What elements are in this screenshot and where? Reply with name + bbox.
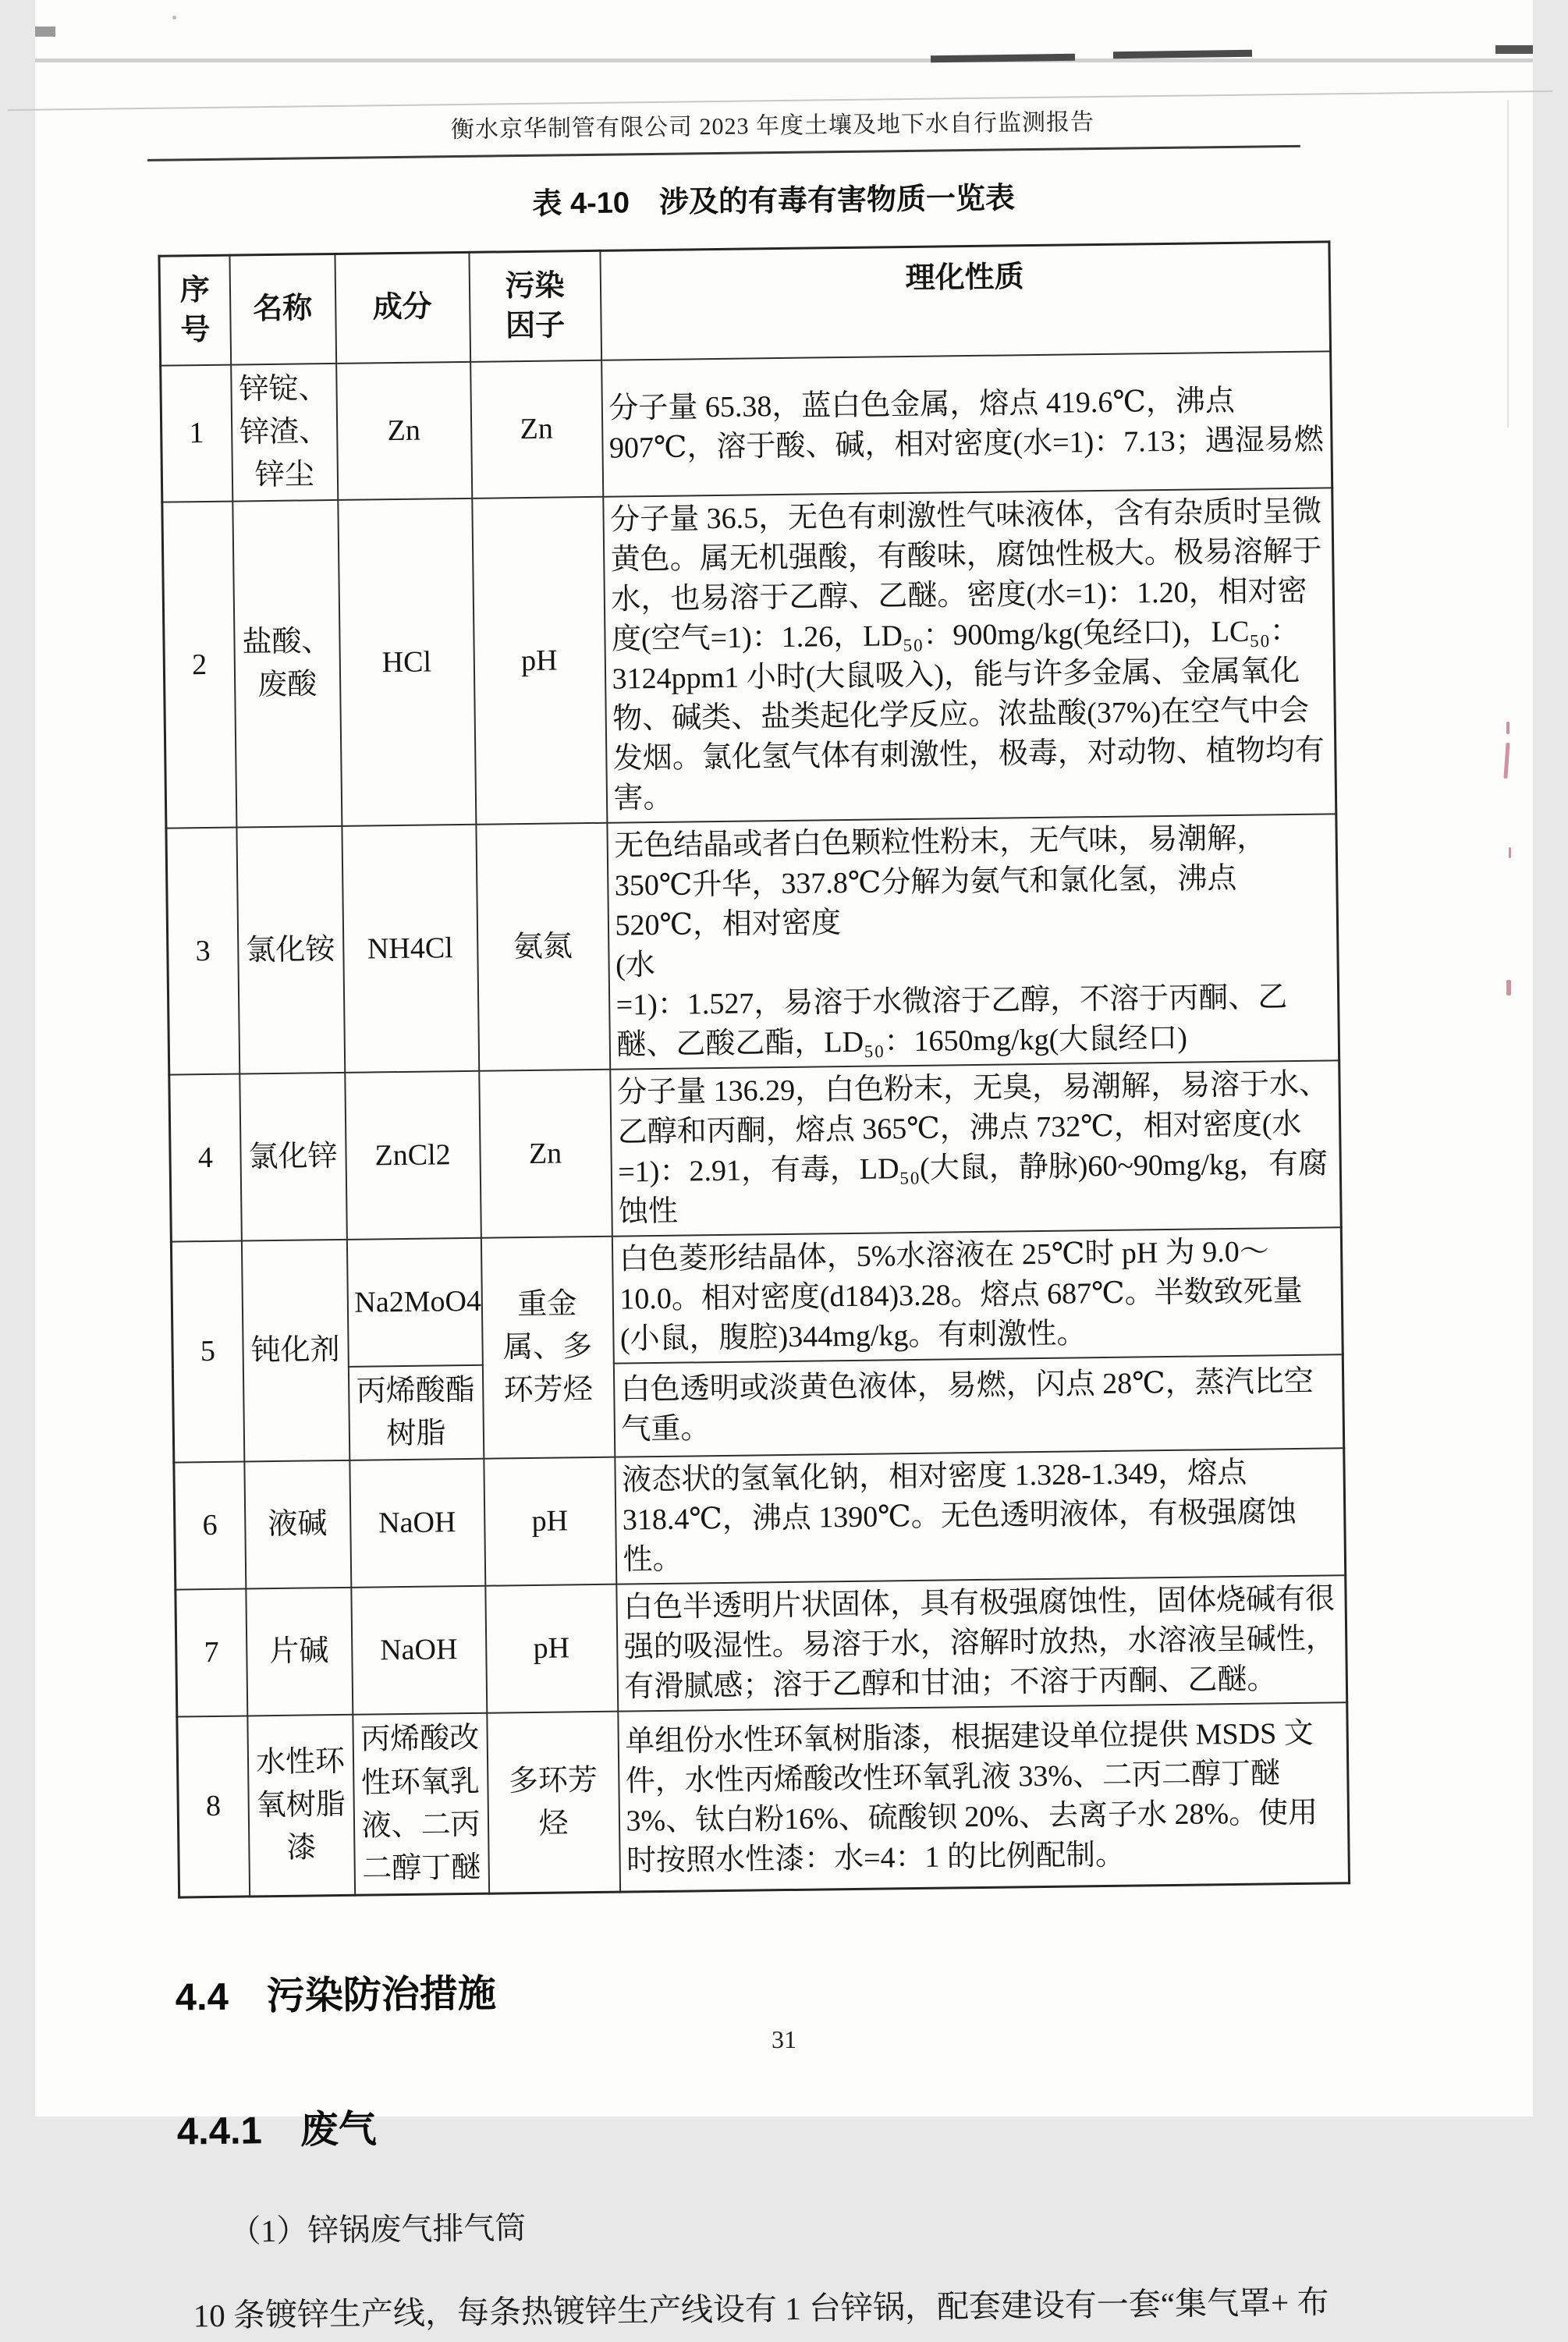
cell-props: 白色透明或淡黄色液体，易燃，闪点 28℃，蒸汽比空气重。: [613, 1355, 1343, 1458]
cell-props: 无色结晶或者白色颗粒性粉末，无气味，易潮解，350℃升华，337.8℃分解为氨气和氯化氢，沸点 520℃，相对密度 (水 =1)：1.527，易溶于水微溶于乙醇，不溶于丙酮、乙醚、乙酸乙酯，LD₅₀：1650mg/kg(大鼠经口): [607, 814, 1339, 1070]
cell-comp: 丙烯酸改性环氧乳液、二丙二醇丁醚: [353, 1713, 489, 1895]
cell-name: 氯化锌: [239, 1073, 347, 1241]
cell-props: 分子量 136.29，白色粉末，无臭，易潮解，易溶于水、乙醇和丙酮，熔点 365℃，沸点 732℃，相对密度(水=1)：2.91，有毒，LD₅₀(大鼠，静脉)60~90mg/kg，有腐蚀性: [610, 1061, 1342, 1237]
table-row: [177, 1703, 1350, 1897]
cell-props: 液态状的氢氧化钠，相对密度 1.328-1.349，熔点 318.4℃，沸点 1390℃。无色透明液体，有极强腐蚀性。: [615, 1449, 1346, 1584]
section-heading-4-4: 4.4 污染防治措施: [175, 1972, 497, 2019]
cell-factor: 多环芳烃: [487, 1712, 620, 1893]
cell-name: 锌锭、锌渣、锌尘: [231, 364, 338, 502]
cell-comp: NaOH: [351, 1586, 487, 1715]
table-header-row: [159, 242, 1331, 366]
cell-props: 白色半透明片状固体，具有极强腐蚀性，固体烧碱有很强的吸湿性。易溶于水，溶解时放热，水溶液呈碱性，有滑腻感；溶于乙醇和甘油；不溶于丙酮、乙醚。: [616, 1576, 1347, 1712]
cell-seq: 7: [176, 1589, 247, 1717]
cell-factor: pH: [484, 1457, 616, 1586]
toxic-substances-table: [158, 240, 1350, 1898]
table-row: [169, 1061, 1342, 1242]
cell-name: 钝化剂: [241, 1240, 349, 1462]
cell-comp: ZnCl2: [345, 1071, 481, 1240]
report-header-title: 衡水京华制管有限公司 2023 年度土壤及地下水自行监测报告: [450, 109, 1095, 144]
cell-seq: 2: [162, 502, 236, 829]
table-row: [176, 1576, 1347, 1717]
cell-comp: Na2MoO4: [346, 1238, 482, 1367]
body-sections: [175, 1953, 1373, 2340]
cell-comp: Zn: [336, 362, 472, 500]
col-header-props: 理化性质: [600, 242, 1331, 360]
cell-props: 白色菱形结晶体，5%水溶液在 25℃时 pH 为 9.0～10.0。相对密度(d184)3.28。熔点 687℃。半数致死量(小鼠，腹腔)344mg/kg。有刺激性。: [612, 1228, 1343, 1364]
col-header-seq: 序号: [159, 255, 231, 366]
cell-props: 分子量 65.38，蓝白色金属，熔点 419.6℃，沸点 907℃，溶于酸、碱，相对密度(水=1)：7.13；遇湿易燃: [601, 351, 1332, 497]
cell-seq: 3: [166, 828, 239, 1075]
cell-name: 氯化铵: [236, 826, 345, 1074]
table-row: [171, 1228, 1343, 1369]
cell-props: 分子量 36.5，无色有刺激性气味液体，含有杂质时呈微黄色。属无机强酸，有酸味，腐蚀性极大。极易溶解于水，也易溶于乙醇、乙醚。密度(水=1)：1.20，相对密度(空气=1)：1.26，LD₅₀：900mg/kg(兔经口)，LC₅₀：3124ppm1 小时(大鼠吸入)，能与许多金属、金属氧化物、碱类、盐类起化学反应。浓盐酸(37%)在空气中会发烟。氯化氢气体有刺激性，极毒，对动物、植物均有害。: [603, 488, 1336, 823]
section-heading-4-4-1: 4.4.1 废气: [176, 2108, 378, 2153]
cell-comp: NaOH: [349, 1459, 485, 1588]
cell-seq: 5: [171, 1241, 243, 1463]
col-header-factor: 污染 因子: [469, 250, 601, 362]
table-row: [166, 814, 1339, 1075]
cell-factor: 氨氮: [476, 823, 610, 1071]
cell-seq: 1: [161, 365, 232, 502]
cell-seq: 8: [177, 1716, 250, 1897]
cell-comp: NH4Cl: [342, 825, 479, 1073]
body-paragraph: 10 条镀锌生产线，每条热镀锌生产线设有 1 台锌锅，配套建设有一套“集气罩+ 布: [193, 2283, 1329, 2334]
cell-comp: 丙烯酸酯 树脂: [348, 1365, 483, 1460]
cell-name: 水性环氧树脂漆: [247, 1715, 355, 1897]
cell-factor: pH: [485, 1584, 618, 1713]
cell-factor: Zn: [479, 1070, 612, 1238]
cell-seq: 6: [174, 1462, 246, 1590]
table-row: [161, 351, 1332, 502]
table-caption: 表 4-10 涉及的有毒有害物质一览表: [532, 182, 1016, 221]
scanned-content: [23, 0, 1546, 2334]
cell-name: 片碱: [246, 1588, 353, 1716]
cell-factor: pH: [472, 497, 607, 825]
table-row: [162, 488, 1336, 829]
table-row: [174, 1449, 1346, 1590]
col-header-name: 名称: [229, 254, 336, 364]
cell-factor: Zn: [470, 360, 603, 499]
cell-name: 盐酸、废酸: [232, 500, 342, 828]
cell-comp: HCl: [338, 499, 476, 826]
document-page: [35, 0, 1533, 2334]
cell-seq: 4: [169, 1074, 242, 1242]
page-number: 31: [772, 2025, 796, 2053]
cell-name: 液碱: [244, 1460, 351, 1589]
col-header-comp: 成分: [335, 252, 470, 364]
cell-props: 单组份水性环氧树脂漆，根据建设单位提供 MSDS 文件，水性丙烯酸改性环氧乳液 33%、二丙二醇丁醚 3%、钛白粉16%、硫酸钡 20%、去离子水 28%。使用时按照水性漆：水=4：1 的比例配制。: [618, 1703, 1350, 1892]
list-item-1: （1）锌锅废气排气筒: [229, 2209, 527, 2249]
cell-factor: 重金属、多环芳烃: [481, 1237, 614, 1459]
